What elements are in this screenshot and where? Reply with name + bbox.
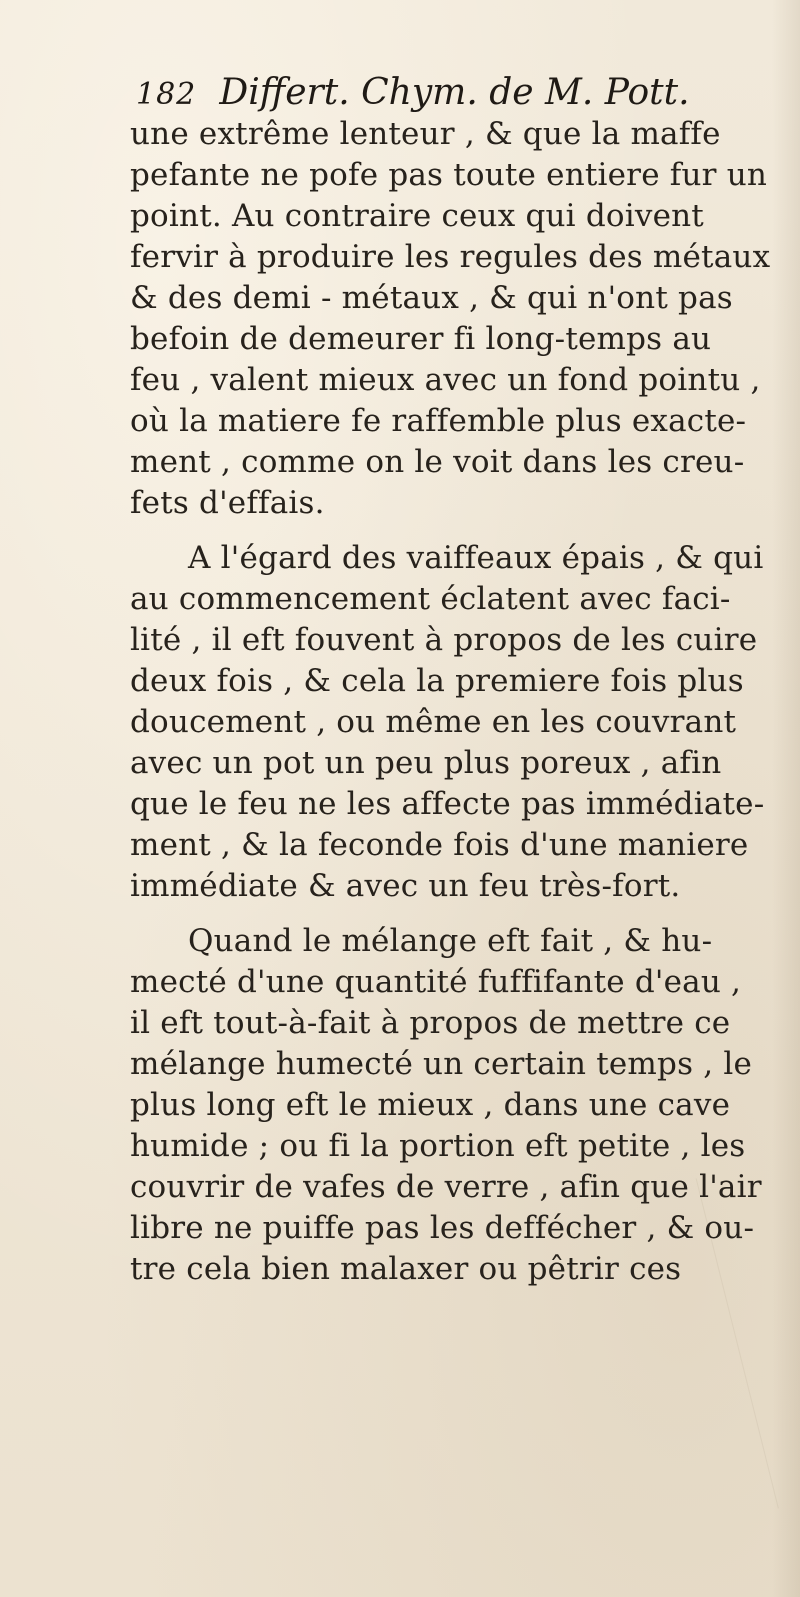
running-title: Differt. Chym. de M. Pott.	[219, 72, 690, 113]
text-line: humide ; ou fi la portion eft petite , les	[130, 1128, 746, 1164]
text-line: lité , il eft fouvent à propos de les cuire	[130, 622, 758, 658]
text-line: avec un pot un peu plus poreux , afin	[130, 745, 722, 781]
text-line: immédiate & avec un feu très-fort.	[130, 868, 681, 904]
text-line: pefante ne pofe pas toute entiere fur un	[130, 157, 768, 193]
text-line: une extrême lenteur , & que la maffe	[130, 116, 721, 152]
text-line: & des demi - métaux , & qui n'ont pas	[130, 280, 733, 316]
paragraph-2	[130, 538, 780, 907]
text-line: feu , valent mieux avec un fond pointu ,	[130, 362, 761, 398]
text-line: mélange humecté un certain temps , le	[130, 1046, 752, 1082]
text-line: au commencement éclatent avec faci-	[130, 581, 731, 617]
paragraph-gap	[130, 907, 780, 921]
text-line: A l'égard des vaiffeaux épais , & qui	[188, 540, 764, 576]
text-line: où la matiere fe raffemble plus exacte-	[130, 403, 747, 439]
text-line: point. Au contraire ceux qui doivent	[130, 198, 704, 234]
text-line: doucement , ou même en les couvrant	[130, 704, 737, 740]
text-line: plus long eft le mieux , dans une cave	[130, 1087, 731, 1123]
text-line: ment , comme on le voit dans les creu-	[130, 444, 745, 480]
text-line: ment , & la feconde fois d'une maniere	[130, 827, 749, 863]
text-line: il eft tout-à-fait à propos de mettre ce	[130, 1005, 731, 1041]
paragraph-gap	[130, 524, 780, 538]
body-text	[130, 114, 780, 1290]
text-line: Quand le mélange eft fait , & hu-	[188, 923, 713, 959]
paragraph-1	[130, 114, 780, 524]
text-line: befoin de demeurer fi long-temps au	[130, 321, 712, 357]
text-line: libre ne puiffe pas les deffécher , & ou-	[130, 1210, 755, 1246]
text-line: fets d'effais.	[130, 485, 325, 521]
text-line: tre cela bien malaxer ou pêtrir ces	[130, 1251, 682, 1287]
text-line: fervir à produire les regules des métaux	[130, 239, 771, 275]
text-line: couvrir de vafes de verre , afin que l'air	[130, 1169, 762, 1205]
text-line: que le feu ne les affecte pas immédiate-	[130, 786, 765, 822]
text-line: mecté d'une quantité fuffifante d'eau ,	[130, 964, 742, 1000]
paragraph-3	[130, 921, 780, 1290]
text-line: deux fois , & cela la premiere fois plus	[130, 663, 744, 699]
page-number: 182	[136, 77, 197, 112]
